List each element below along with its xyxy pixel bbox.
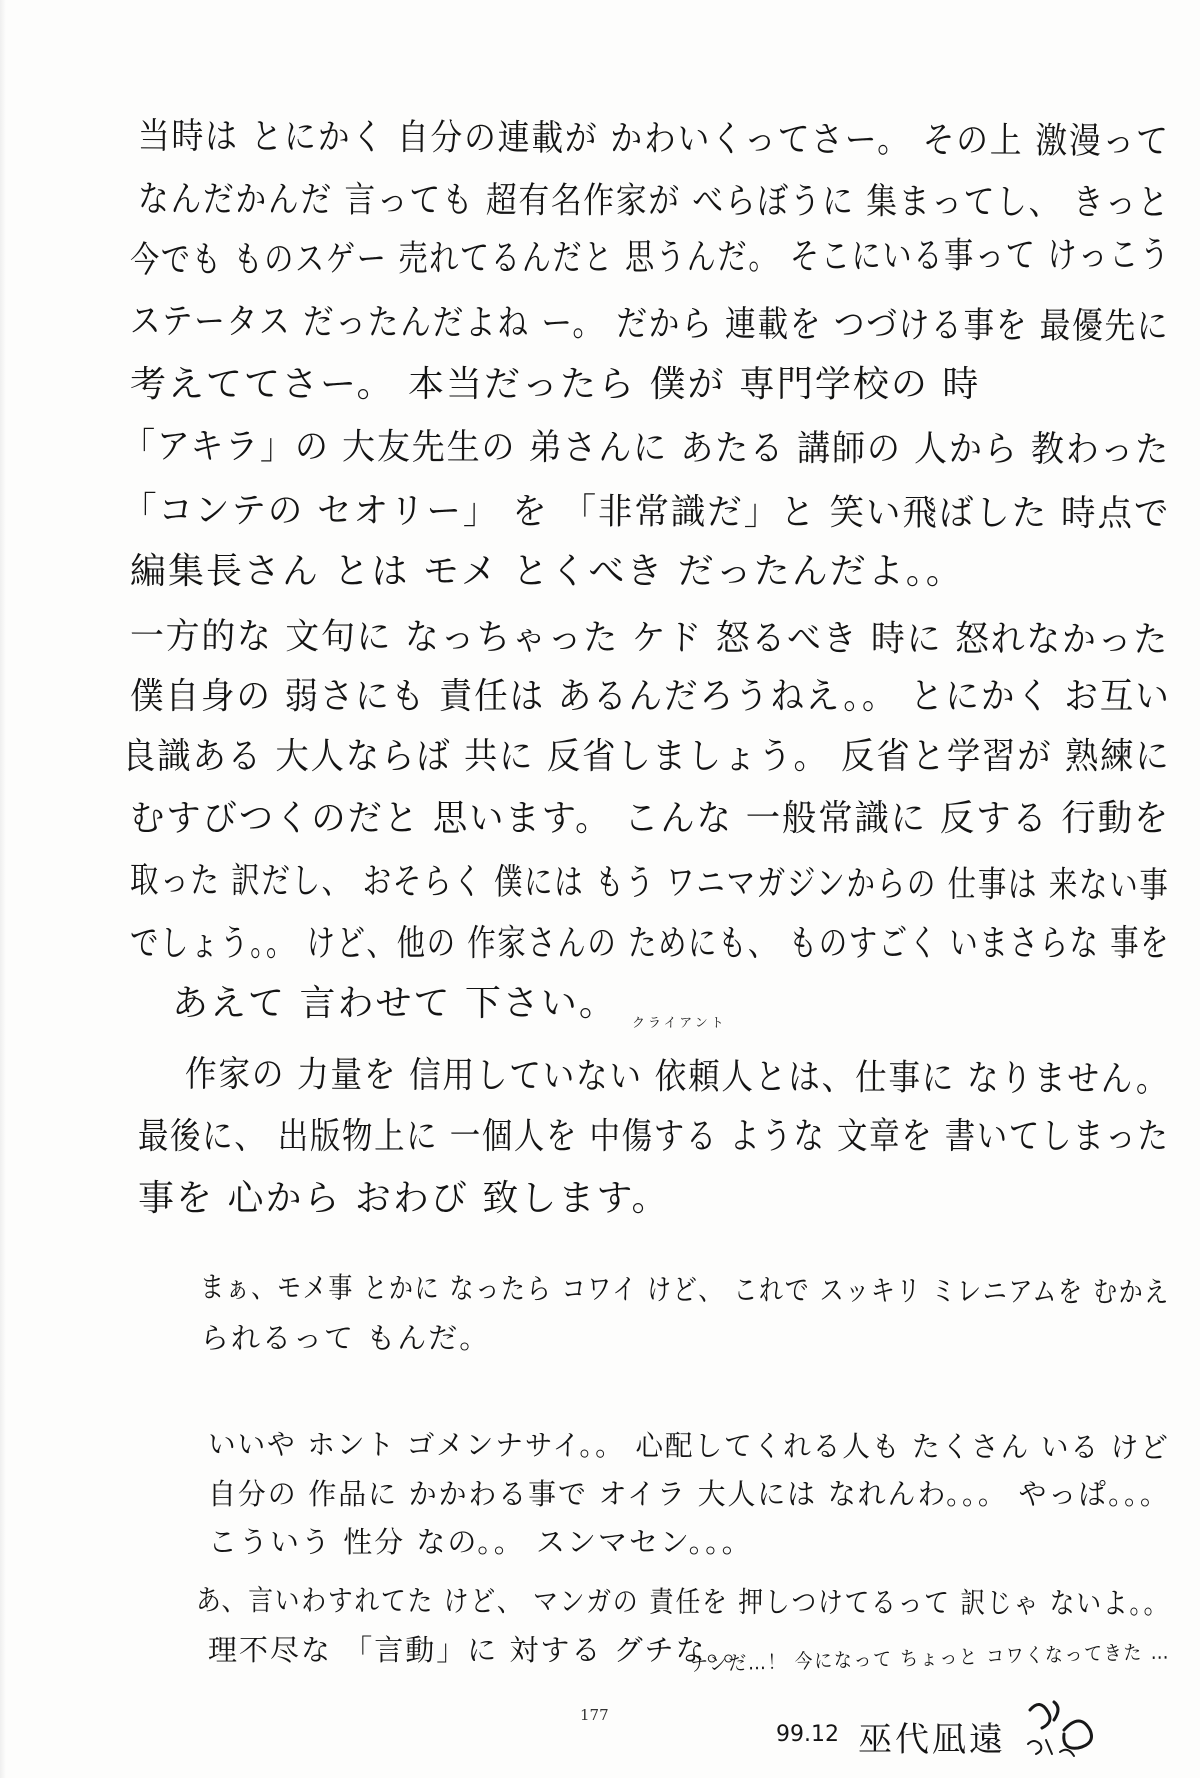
page-number: 177 — [580, 1706, 609, 1724]
text-line: 一方的な 文句に なっちゃった ケド 怒るべき 時に 怒れなかった — [129, 616, 1170, 661]
signature-scribble-icon — [1020, 1690, 1100, 1770]
signature-name: 巫代凪遠 — [858, 1720, 1006, 1760]
text-line: 「アキラ」の 大友先生の 弟さんに あたる 講師の 人から 教わった — [121, 426, 1171, 471]
text-line: 今でも ものスゲー 売れてるんだと 思うんだ。 そこにいる事って けっこう — [129, 234, 1171, 281]
text-line: むすびつくのだと 思います。 こんな 一般常識に 反する 行動を — [130, 798, 1171, 839]
note-line: いいや ホント ゴメンナサイ。。 心配してくれる人も たくさん いる けど — [207, 1427, 1170, 1465]
note-line: 理不尽な 「言動」に 対する グチな。。 — [208, 1633, 755, 1667]
text-line: あえて 言わせて 下さい。 — [172, 983, 617, 1024]
scan-edge-shadow — [0, 0, 6, 1778]
text-line: 編集長さん とは モメ とくべき だったんだよ。。 — [130, 551, 964, 592]
note-line: まぁ、モメ事 とかに なったら コワイ けど、 これで スッキリ ミレニアムを むかえ — [199, 1270, 1171, 1310]
text-line: なんだかんだ 言っても 超有名作家が べらぼうに 集まってし、 きっと — [137, 179, 1171, 224]
text-line: 取った 訳だし、 おそらく 僕には もう ワニマガジンからの 仕事は 来ない事 — [129, 860, 1170, 907]
postscript-note: ナンだ…！ 今になって ちょっと コワくなってきた … — [689, 1639, 1171, 1676]
signature-date: 99.12 — [776, 1722, 839, 1747]
note-line: られるって もんだ。 — [200, 1321, 491, 1355]
text-line: 良識ある 大人ならば 共に 反省しましょう。 反省と学習が 熟練に — [122, 736, 1171, 777]
text-line: 作家の 力量を 信用していない 依頼人とは、仕事に なりません。 — [184, 1054, 1170, 1101]
text-line: 当時は とにかく 自分の連載が かわいくってさー。 その上 激漫って — [137, 116, 1170, 163]
text-line: 「コンテの セオリー」 を 「非常識だ」と 笑い飛ばした 時点で — [121, 490, 1171, 535]
furigana-ruby: クライアント — [632, 1016, 727, 1031]
text-line: 最後に、 出版物上に 一個人を 中傷する ような 文章を 書いてしまった — [138, 1116, 1170, 1157]
note-line: こういう 性分 なの。。 スンマセン。。。 — [208, 1525, 753, 1559]
text-line: 事を 心から おわび 致します。 — [138, 1178, 670, 1219]
text-line: ステータス だったんだよね ー。 だから 連載を つづける事を 最優先に — [129, 301, 1170, 348]
text-line: 僕自身の 弱さにも 責任は あるんだろうねえ。。 とにかく お互い — [130, 676, 1171, 717]
note-line: 自分の 作品に かかわる事で オイラ 大人には なれんわ。。。 やっぱ。。。 — [208, 1477, 1170, 1511]
note-line: あ、言いわすれてた けど、 マンガの 責任を 押しつけてるって 訳じゃ ないよ。。 — [195, 1583, 1171, 1621]
text-line: でしょう。。 けど、他の 作家さんの ためにも、 ものすごく いまさらな 事を — [130, 923, 1171, 964]
text-line: 考えててさー。 本当だったら 僕が 専門学校の 時 — [130, 364, 981, 405]
